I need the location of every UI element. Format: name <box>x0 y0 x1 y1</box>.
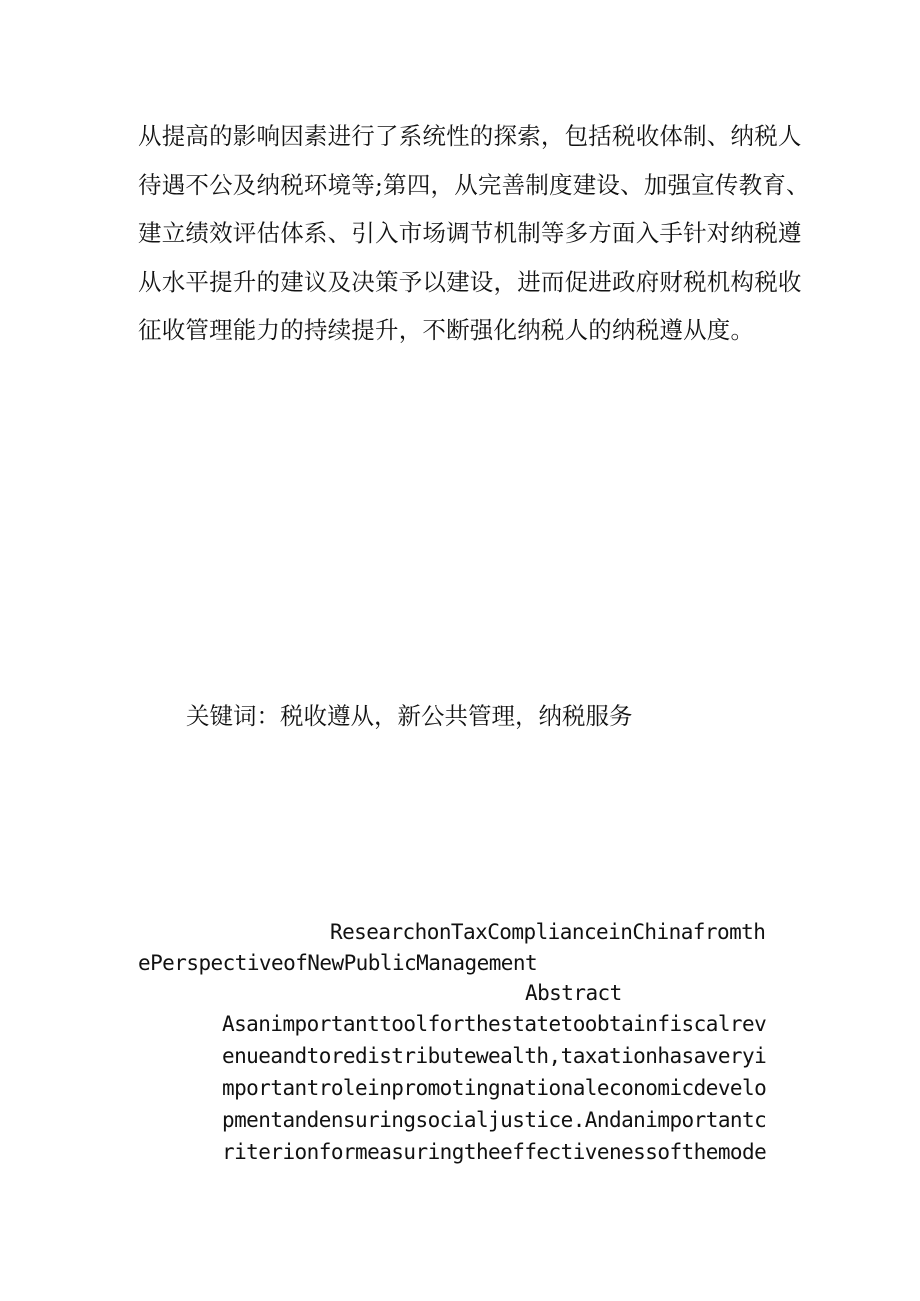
chinese-body-line: 从水平提升的建议及决策予以建设，进而促进政府财税机构税收 <box>138 267 802 296</box>
abstract-heading: Abstract <box>525 981 622 1005</box>
keywords-line: 关键词：税收遵从，新公共管理，纳税服务 <box>186 702 633 730</box>
abstract-body <box>222 1008 766 1168</box>
abstract-line: enueandtoredistributewealth,taxationhasaveryi <box>222 1044 767 1068</box>
chinese-body-line: 建立绩效评估体系、引入市场调节机制等多方面入手针对纳税遵 <box>138 219 802 248</box>
chinese-body-line: 征收管理能力的持续提升，不断强化纳税人的纳税遵从度。 <box>138 316 755 345</box>
chinese-body-line: 从提高的影响因素进行了系统性的探索，包括税收体制、纳税人 <box>138 122 802 150</box>
abstract-line: riterionformeasuringtheeffectivenessofthemode <box>222 1140 767 1164</box>
abstract-line: pmentandensuringsocialjustice.Andanimportantc <box>222 1108 767 1132</box>
chinese-body-line: 待遇不公及纳税环境等;第四，从完善制度建设、加强宣传教育、 <box>138 170 810 199</box>
english-title-line-2: ePerspectiveofNewPublicManagement <box>138 951 538 975</box>
abstract-line: mportantroleinpromotingnationaleconomicdevelo <box>222 1076 767 1100</box>
abstract-line: Asanimportanttoolforthestatetoobtainfiscalrev <box>222 1012 767 1036</box>
chinese-body-paragraph <box>138 112 810 355</box>
english-title-line-1: ResearchonTaxComplianceinChinafromth <box>330 920 766 944</box>
